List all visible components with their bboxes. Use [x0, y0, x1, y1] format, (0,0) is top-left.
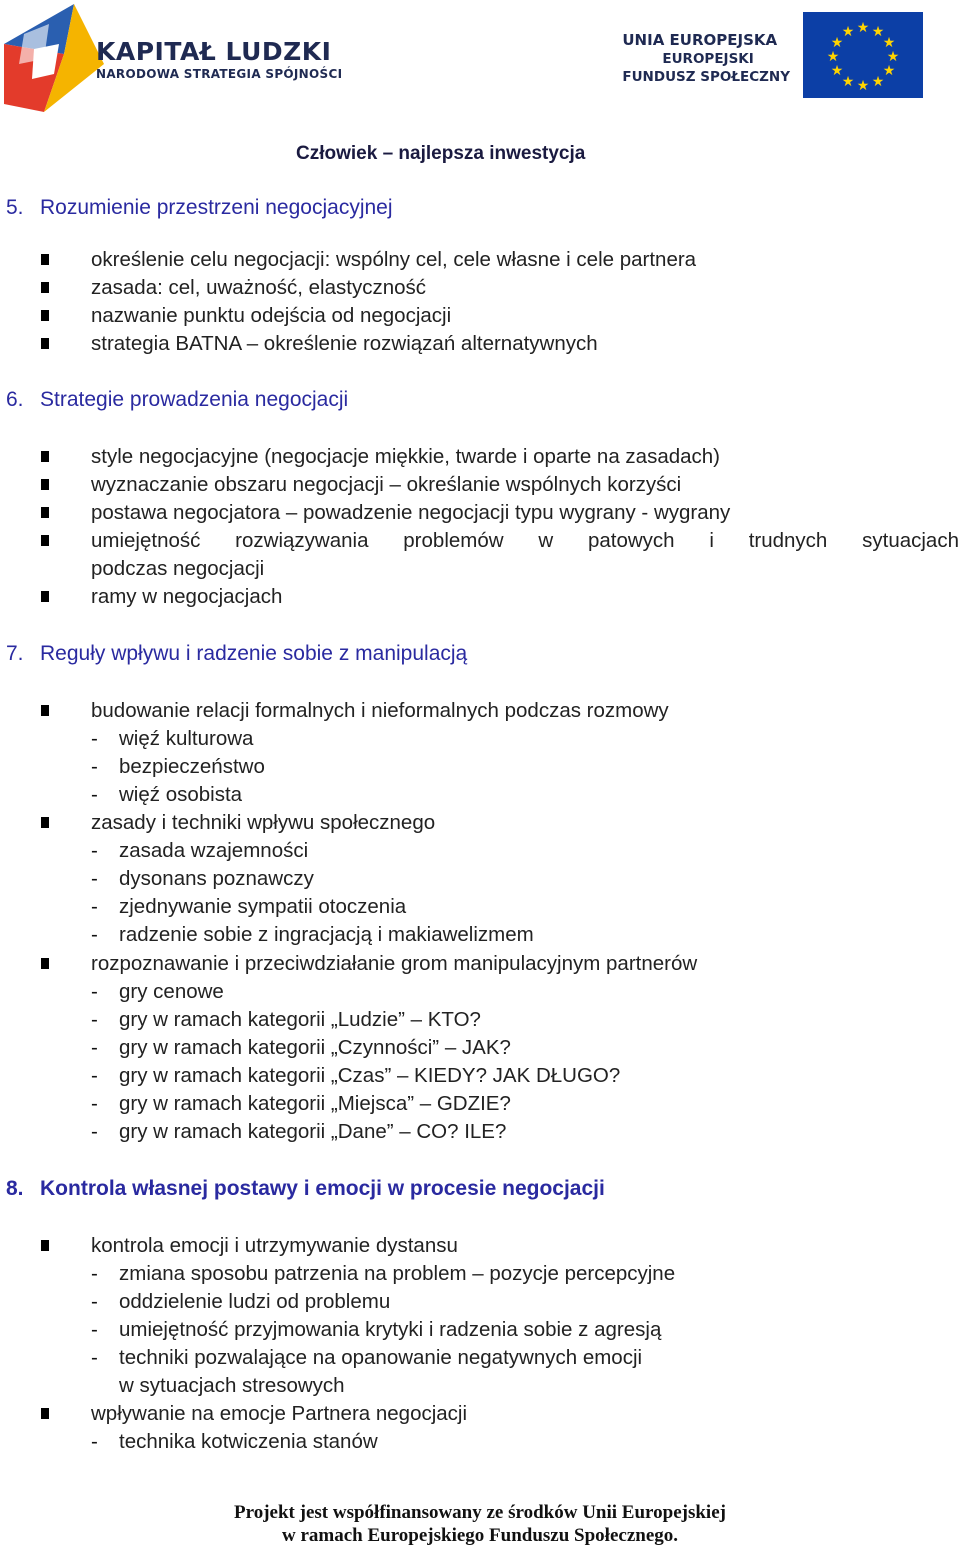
- sub-item: technika kotwiczenia stanów: [119, 1430, 378, 1453]
- sub-item: oddzielenie ludzi od problemu: [119, 1290, 391, 1313]
- list-item: kontrola emocji i utrzymywanie dystansu: [91, 1234, 458, 1257]
- bullet-icon: [41, 282, 49, 293]
- list-item-continuation: podczas negocjacji: [91, 557, 265, 580]
- sub-item: więź kulturowa: [119, 727, 254, 750]
- svg-text:★: ★: [841, 24, 855, 40]
- dash-marker: -: [91, 755, 98, 778]
- document-header: [0, 0, 960, 118]
- section-number: 8.: [6, 1177, 24, 1200]
- svg-text:★: ★: [826, 49, 840, 65]
- list-item: wpływanie na emocje Partnera negocjacji: [91, 1402, 468, 1425]
- sub-item: gry w ramach kategorii „Czas” – KIEDY? JAK DŁUGO?: [119, 1064, 621, 1087]
- sub-item: umiejętność przyjmowania krytyki i radzenia sobie z agresją: [119, 1318, 662, 1341]
- sub-item: zmiana sposobu patrzenia na problem – pozycje percepcyjne: [119, 1262, 676, 1285]
- section-number: 6.: [6, 388, 24, 411]
- list-item: wyznaczanie obszaru negocjacji – określanie wspólnych korzyści: [91, 473, 682, 496]
- sub-item: techniki pozwalające na opanowanie negatywnych emocji: [119, 1346, 643, 1369]
- svg-text:★: ★: [871, 24, 885, 40]
- section-heading: Rozumienie przestrzeni negocjacyjnej: [40, 196, 393, 219]
- list-item: zasada: cel, uważność, elastyczność: [91, 276, 426, 299]
- sub-item: bezpieczeństwo: [119, 755, 265, 778]
- kapital-subtitle: NARODOWA STRATEGIA SPÓJNOŚCI: [96, 67, 343, 81]
- section-5-title: [6, 196, 393, 220]
- sub-item: gry w ramach kategorii „Czynności” – JAK?: [119, 1036, 511, 1059]
- dash-marker: -: [91, 1008, 98, 1031]
- svg-text:★: ★: [882, 35, 896, 51]
- list-item: ramy w negocjacjach: [91, 585, 283, 608]
- bullet-icon: [41, 507, 49, 518]
- list-item: zasady i techniki wpływu społecznego: [91, 811, 436, 834]
- svg-text:★: ★: [830, 35, 844, 51]
- eu-line-1: UNIA EUROPEJSKA: [622, 31, 778, 49]
- sub-item: gry w ramach kategorii „Miejsca” – GDZIE?: [119, 1092, 511, 1115]
- svg-text:★: ★: [871, 74, 885, 90]
- list-item: rozpoznawanie i przeciwdziałanie grom manipulacyjnym partnerów: [91, 952, 698, 975]
- kapital-ludzki-text: [96, 38, 342, 81]
- section-8-title: [6, 1177, 605, 1201]
- sub-item: dysonans poznawczy: [119, 867, 314, 890]
- dash-marker: -: [91, 1092, 98, 1115]
- sub-item: radzenie sobie z ingracjacją i makiawelizmem: [119, 923, 534, 946]
- section-heading: Reguły wpływu i radzenie sobie z manipulacją: [40, 642, 468, 665]
- section-7-title: [6, 642, 467, 666]
- list-item: budowanie relacji formalnych i nieformalnych podczas rozmowy: [91, 699, 669, 722]
- sub-item: więź osobista: [119, 783, 243, 806]
- section-number: 5.: [6, 196, 24, 219]
- bullet-icon: [41, 1408, 49, 1419]
- bullet-icon: [41, 254, 49, 265]
- dash-marker: -: [91, 1290, 98, 1313]
- dash-marker: -: [91, 1262, 98, 1285]
- bullet-icon: [41, 705, 49, 716]
- dash-marker: -: [91, 1036, 98, 1059]
- section-number: 7.: [6, 642, 24, 665]
- dash-marker: -: [91, 1318, 98, 1341]
- list-item: postawa negocjatora – powadzenie negocjacji typu wygrany - wygrany: [91, 501, 731, 524]
- footer-line-1: Projekt jest współfinansowany ze środków Unii Europejskiej: [234, 1502, 726, 1523]
- eu-flag-icon: [803, 12, 923, 98]
- list-item: określenie celu negocjacji: wspólny cel, cele własne i cele partnera: [91, 248, 697, 271]
- bullet-icon: [41, 958, 49, 969]
- sub-item: gry w ramach kategorii „Ludzie” – KTO?: [119, 1008, 481, 1031]
- bullet-icon: [41, 535, 49, 546]
- svg-text:★: ★: [856, 20, 870, 36]
- dash-marker: -: [91, 923, 98, 946]
- sub-item: zjednywanie sympatii otoczenia: [119, 895, 407, 918]
- svg-text:★: ★: [841, 74, 855, 90]
- dash-marker: -: [91, 1120, 98, 1143]
- tagline: Człowiek – najlepsza inwestycja: [296, 143, 586, 164]
- bullet-icon: [41, 817, 49, 828]
- kapital-title: KAPITAŁ LUDZKI: [96, 37, 332, 66]
- dash-marker: -: [91, 1430, 98, 1453]
- list-item: nazwanie punktu odejścia od negocjacji: [91, 304, 452, 327]
- dash-marker: -: [91, 727, 98, 750]
- section-heading: Kontrola własnej postawy i emocji w procesie negocjacji: [40, 1177, 605, 1200]
- dash-marker: -: [91, 783, 98, 806]
- eu-fund-text: [622, 30, 790, 86]
- dash-marker: -: [91, 980, 98, 1003]
- list-item: style negocjacyjne (negocjacje miękkie, twarde i oparte na zasadach): [91, 445, 721, 468]
- eu-line-2: EUROPEJSKI: [662, 51, 754, 67]
- dash-marker: -: [91, 839, 98, 862]
- svg-text:★: ★: [856, 78, 870, 94]
- kapital-ludzki-logo: [4, 4, 104, 112]
- svg-text:★: ★: [882, 63, 896, 79]
- footer-line-2: w ramach Europejskiego Funduszu Społecznego.: [281, 1525, 679, 1546]
- dash-marker: -: [91, 895, 98, 918]
- eu-line-3: FUNDUSZ SPOŁECZNY: [622, 69, 790, 85]
- svg-text:★: ★: [830, 63, 844, 79]
- list-item: strategia BATNA – określenie rozwiązań alternatywnych: [91, 332, 598, 355]
- section-heading: Strategie prowadzenia negocjacji: [40, 388, 349, 411]
- bullet-icon: [41, 338, 49, 349]
- svg-text:★: ★: [886, 49, 900, 65]
- dash-marker: -: [91, 1064, 98, 1087]
- sub-item: gry cenowe: [119, 980, 224, 1003]
- bullet-icon: [41, 591, 49, 602]
- sub-item: zasada wzajemności: [119, 839, 309, 862]
- sub-item: gry w ramach kategorii „Dane” – CO? ILE?: [119, 1120, 507, 1143]
- section-6-title: [6, 388, 348, 412]
- dash-marker: -: [91, 867, 98, 890]
- sub-item-continuation: w sytuacjach stresowych: [119, 1374, 345, 1397]
- list-item: umiejętność rozwiązywania problemów w patowych i trudnych sytuacjach: [91, 529, 959, 552]
- bullet-icon: [41, 479, 49, 490]
- bullet-icon: [41, 451, 49, 462]
- dash-marker: -: [91, 1346, 98, 1369]
- bullet-icon: [41, 1240, 49, 1251]
- bullet-icon: [41, 310, 49, 321]
